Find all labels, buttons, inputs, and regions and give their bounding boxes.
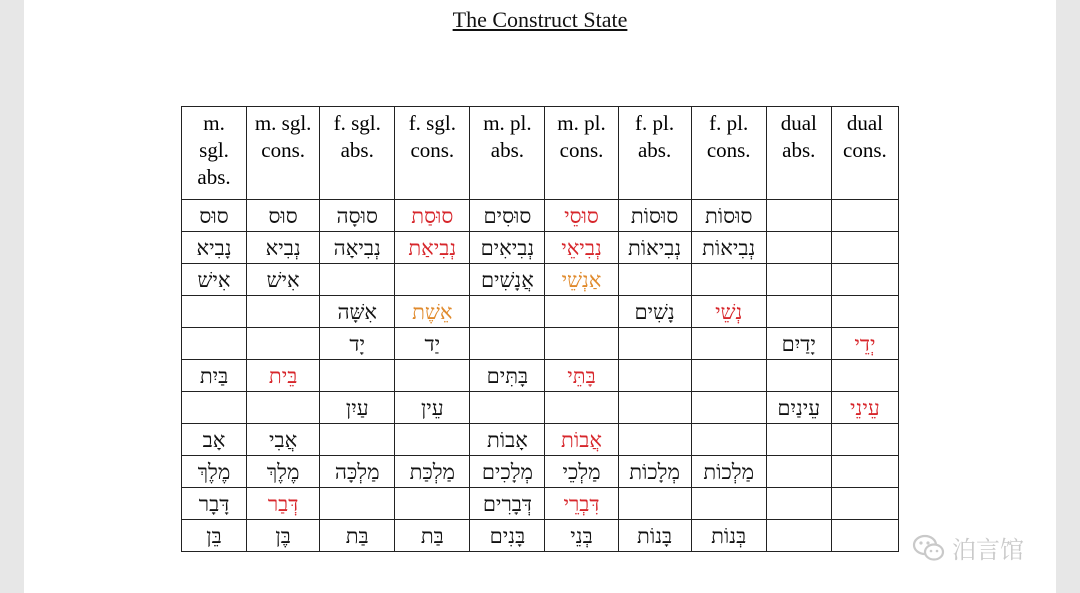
table-cell: מֶלֶךְ (182, 456, 247, 488)
table-cell (766, 456, 831, 488)
header-row (182, 107, 899, 200)
header-m-sgl-abs: m. sgl. abs. (182, 107, 247, 200)
table-cell: נָשִׁים (618, 296, 691, 328)
table-cell (320, 424, 395, 456)
table-cell (395, 360, 470, 392)
table-cell: בַּת (395, 520, 470, 552)
table-cell: יָד (320, 328, 395, 360)
header-f-pl-abs: f. pl. abs. (618, 107, 691, 200)
header-f-pl-cons: f. pl. cons. (691, 107, 766, 200)
table-cell: נְבִיאַת (395, 232, 470, 264)
table-cell (831, 488, 898, 520)
table-cell: דָּבָר (182, 488, 247, 520)
table-cell: דִּבְרֵי (545, 488, 618, 520)
table-row (182, 520, 899, 552)
table-cell: אִשָּׁה (320, 296, 395, 328)
table-cell (831, 200, 898, 232)
table-cell: נְשֵׁי (691, 296, 766, 328)
table-cell: נְבִיאוֹת (691, 232, 766, 264)
table-cell: אֵשֶׁת (395, 296, 470, 328)
header-f-sgl-abs: f. sgl. abs. (320, 107, 395, 200)
table-cell (618, 488, 691, 520)
table-cell (618, 392, 691, 424)
table-cell: נְבִיאָה (320, 232, 395, 264)
table-cell: בַּת (320, 520, 395, 552)
table-cell: בַּיִת (182, 360, 247, 392)
table-cell (691, 392, 766, 424)
table-cell (545, 296, 618, 328)
table-row (182, 200, 899, 232)
table-cell (691, 360, 766, 392)
table-cell: מְלָכוֹת (618, 456, 691, 488)
table-cell (691, 488, 766, 520)
table-cell: בָּתִּים (470, 360, 545, 392)
table-cell: סוּס (182, 200, 247, 232)
table-cell (247, 296, 320, 328)
table-cell (395, 488, 470, 520)
table-cell: מַלְכֵי (545, 456, 618, 488)
table-row (182, 488, 899, 520)
table-cell: אָב (182, 424, 247, 456)
table-row (182, 296, 899, 328)
table-cell (766, 424, 831, 456)
table-cell: בֵּית (247, 360, 320, 392)
table-cell: יָדַיִם (766, 328, 831, 360)
watermark (912, 530, 1024, 565)
table-cell: סוּסֵי (545, 200, 618, 232)
table-cell (831, 424, 898, 456)
table-cell: דְּבַר (247, 488, 320, 520)
header-dual-cons: dual cons. (831, 107, 898, 200)
table-cell: עֵינֵי (831, 392, 898, 424)
table-cell: יְדֵי (831, 328, 898, 360)
table-cell: נְבִיאֵי (545, 232, 618, 264)
table-cell (766, 232, 831, 264)
table-cell (691, 264, 766, 296)
table-cell (545, 392, 618, 424)
table-cell (320, 488, 395, 520)
table-cell (831, 296, 898, 328)
table-cell (831, 360, 898, 392)
table-cell (618, 360, 691, 392)
table-cell: אַנְשֵׁי (545, 264, 618, 296)
table-row (182, 456, 899, 488)
table-cell: בָּנִים (470, 520, 545, 552)
table-cell: עַיִן (320, 392, 395, 424)
table-row (182, 360, 899, 392)
document-page (24, 0, 1056, 593)
table-cell: יַד (395, 328, 470, 360)
page-title: The Construct State (452, 7, 628, 32)
construct-state-table (181, 106, 899, 552)
table-cell: בֶּן (247, 520, 320, 552)
table-cell: סוּסַת (395, 200, 470, 232)
table-cell: נָבִיא (182, 232, 247, 264)
table-cell (320, 264, 395, 296)
table-cell: בָּתֵּי (545, 360, 618, 392)
table-cell: עֵין (395, 392, 470, 424)
table-cell: מֶלֶךְ (247, 456, 320, 488)
table-cell: נְבִיא (247, 232, 320, 264)
table-cell: בְּנֵי (545, 520, 618, 552)
table-cell: אִישׁ (182, 264, 247, 296)
table-cell (831, 456, 898, 488)
table-cell (618, 328, 691, 360)
table-cell: דְּבָרִים (470, 488, 545, 520)
table-cell (766, 200, 831, 232)
table-cell (618, 424, 691, 456)
table-cell: אָבוֹת (470, 424, 545, 456)
table-cell (470, 296, 545, 328)
table-cell: סוּסָה (320, 200, 395, 232)
table-cell (247, 328, 320, 360)
table-row (182, 232, 899, 264)
table-cell: בֵּן (182, 520, 247, 552)
table-cell (470, 392, 545, 424)
table-cell: מַלְכוֹת (691, 456, 766, 488)
table-cell: בְּנוֹת (691, 520, 766, 552)
header-m-sgl-cons: m. sgl. cons. (247, 107, 320, 200)
table-row (182, 328, 899, 360)
table-row (182, 424, 899, 456)
table-cell (766, 520, 831, 552)
table-cell (545, 328, 618, 360)
table-cell (831, 232, 898, 264)
table-cell (182, 328, 247, 360)
header-m-pl-cons: m. pl. cons. (545, 107, 618, 200)
table-cell (766, 264, 831, 296)
table-cell: אֲבִי (247, 424, 320, 456)
table-cell: מְלָכִים (470, 456, 545, 488)
wechat-icon (912, 533, 946, 563)
table-cell (395, 264, 470, 296)
table-cell (766, 296, 831, 328)
table-cell (247, 392, 320, 424)
table-cell: מַלְכַּת (395, 456, 470, 488)
table-cell (766, 360, 831, 392)
header-f-sgl-cons: f. sgl. cons. (395, 107, 470, 200)
table-cell (470, 328, 545, 360)
table-cell: נְבִיאוֹת (618, 232, 691, 264)
table-cell: בָּנוֹת (618, 520, 691, 552)
table-cell (766, 488, 831, 520)
watermark-text: 泊言馆 (952, 536, 1024, 564)
table-row (182, 392, 899, 424)
header-m-pl-abs: m. pl. abs. (470, 107, 545, 200)
table-row (182, 264, 899, 296)
table-cell: סוּסוֹת (691, 200, 766, 232)
table-cell (395, 424, 470, 456)
table-cell (691, 328, 766, 360)
table-cell: עֵינַיִם (766, 392, 831, 424)
table-cell (831, 264, 898, 296)
table-cell: נְבִיאִים (470, 232, 545, 264)
table-cell: אֲבוֹת (545, 424, 618, 456)
table-cell: אִישׁ (247, 264, 320, 296)
table-body (182, 200, 899, 552)
table-cell (618, 264, 691, 296)
table-cell (831, 520, 898, 552)
table-cell: סוּס (247, 200, 320, 232)
table-cell (320, 360, 395, 392)
table-cell: מַלְכָּה (320, 456, 395, 488)
table-cell (182, 392, 247, 424)
table-cell (182, 296, 247, 328)
table-cell: סוּסִים (470, 200, 545, 232)
table-cell: אֲנָשִׁים (470, 264, 545, 296)
header-dual-abs: dual abs. (766, 107, 831, 200)
table-cell: סוּסוֹת (618, 200, 691, 232)
table-cell (691, 424, 766, 456)
